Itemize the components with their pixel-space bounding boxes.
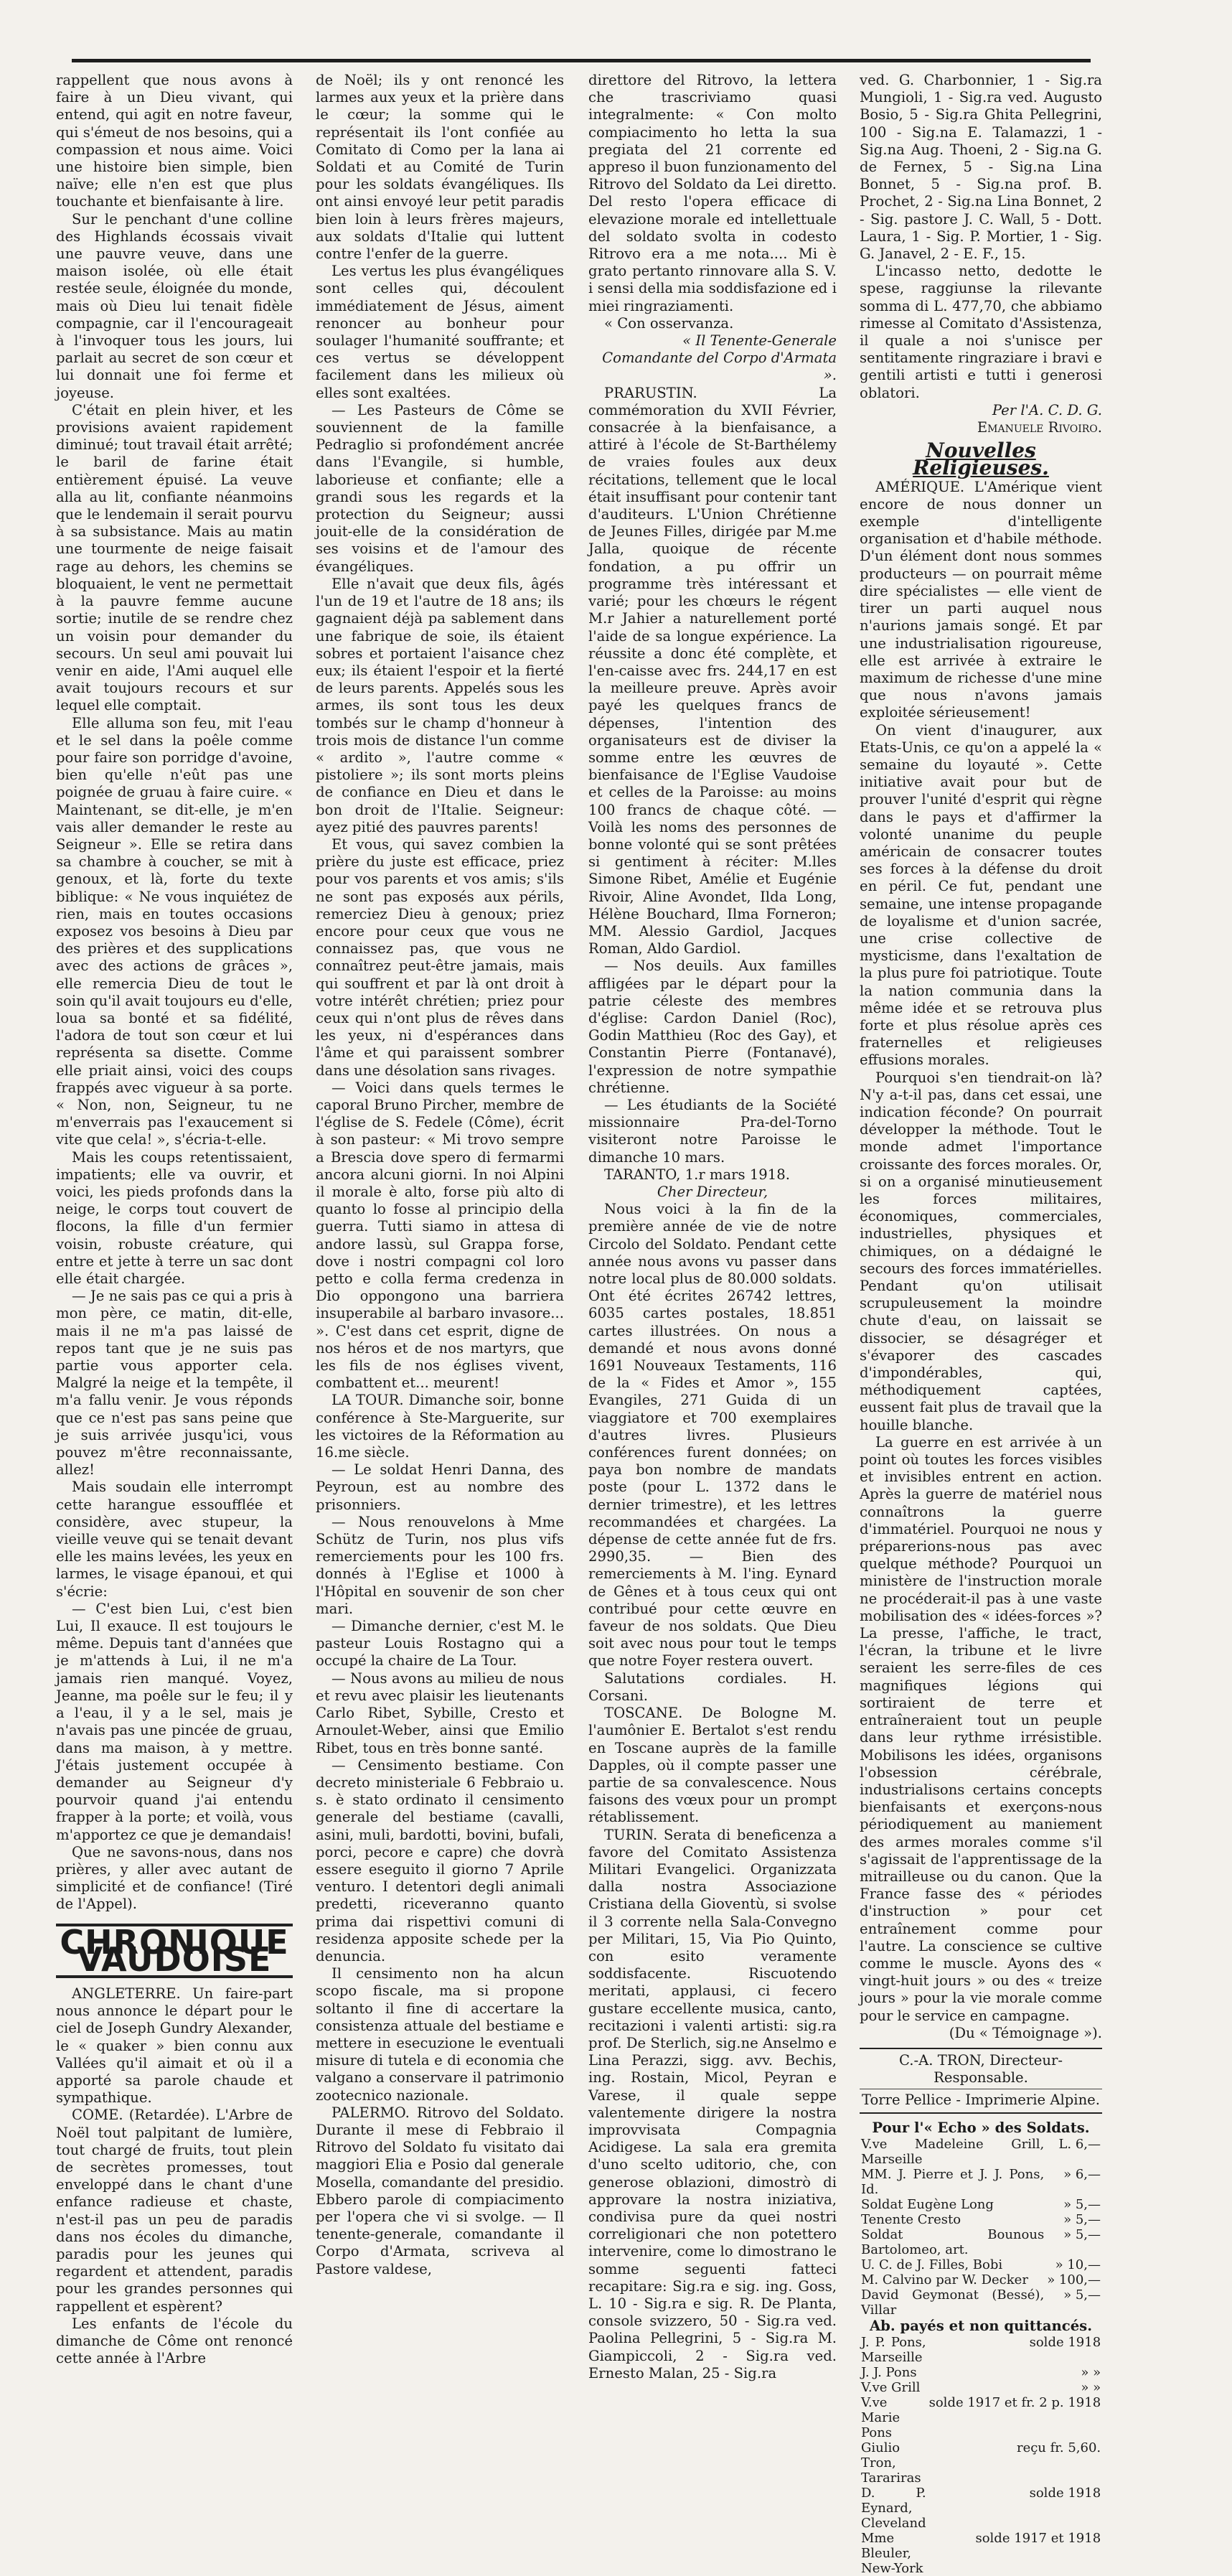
paragraph: Elle n'avait que deux fils, âgés l'un de 19 et l'autre de 18 ans; ils gagnaient déjà pa sablement dans une fabrique de soie, ils étaient sobres et portaient l'aisance chez eux; ils étaient l'espoir et la fierté de leurs parents. Appelés sous les armes, ils sont tous les deux tombés sur le champ d'honneur à trois mois de distance l'un comme « ardito », l'autre comme « pistoliere »; ils sont morts pleins de confiance en Dieu et dans le bon droit de l'Italie. Seigneur: ayez pitié des pauvres parents! (316, 575, 564, 835)
paragraph: Que ne savons-nous, dans nos prières, y aller avec autant de simplicité et de confiance! (Tiré de l'Appel). (56, 1843, 293, 1913)
paragraph: C'était en plein hiver, et les provisions avaient rapidement diminué; tout travail était arrêté; le baril de farine était entièrement épuisé. La veuve alla au lit, confiante néanmoins que le lendemain il serait pourvu à sa subsistance. Mais au matin une tourmente de neige faisait rage au dehors, les chemins se bloquaient, le vent ne permettait à la pauvre femme aucune sortie; inutile de se rendre chez un voisin pour demander du secours. Un seul ami pouvait lui venir en aide, l'Ami auquel elle avait toujours recours et sur lequel elle comptait. (56, 401, 293, 714)
row-name: J. J. Pons (861, 2364, 917, 2380)
table-row (860, 2197, 1102, 2212)
row-name: MM. J. Pierre et J. J. Pons, Id. (861, 2166, 1045, 2197)
top-rule (72, 59, 1091, 62)
row-name: Giulio Tron, Tarariras (861, 2440, 921, 2486)
row-name: J. P. Pons, Marseille (861, 2334, 926, 2365)
ab-table (860, 2335, 1102, 2576)
paragraph: ANGLETERRE. Un faire-part nous annonce le départ pour le ciel de Joseph Gundry Alexander, le « quaker » bien connu aux Vallées qu'il aimait et où il a apporté sa parole chaude et sympathique. (56, 1985, 293, 2107)
paragraph: de Noël; ils y ont renoncé les larmes aux yeux et la prière dans le cœur; la somme qui le représentait ils l'ont confiée au Comitato di Como per la lana ai Soldati et au Comité de Turin pour les soldats évangéliques. Ils ont ainsi envoyé leur petit paradis bien loin à leurs frères majeurs, aux soldats d'Italie qui luttent contre l'enfer de la guerre. (316, 72, 564, 263)
signature: « Il Tenente-Generale Comandante del Corpo d'Armata ». (602, 332, 837, 384)
dons-table (860, 2137, 1102, 2318)
paragraph: — Nos deuils. Aux familles affligées par le départ pour la patrie céleste des membres d'église: Cardon Daniel (Roc), Godin Matthieu (Roc des Gay), et Constantin Pierre (Fontanavé), l'expression de notre sympathie chrétienne. (588, 957, 837, 1096)
table-row (860, 2440, 1102, 2486)
row-amount: » 6,— (1063, 2166, 1101, 2182)
row-amount: L. 6,— (1058, 2136, 1101, 2152)
table-row (860, 2395, 1102, 2440)
paragraph: rappellent que nous avons à faire à un Dieu vivant, qui entend, qui agit en notre faveur, qui s'émeut de nos besoins, qui a compassion et nous aime. Voici une histoire bien simple, bien naïve; elle n'en est que plus touchante et bienfaisante à lire. (56, 72, 293, 210)
paragraph: — C'est bien Lui, c'est bien Lui, Il exauce. Il est toujours le même. Depuis tant d'années que je m'attends à Lui, il ne m'a jamais rien manqué. Voyez, Jeanne, ma poêle sur le feu; il y a l'eau, il y a le sel, mais je n'avais pas une pincée de gruau, dans ma maison, à y mettre. J'étais justement occupée à demander au Seigneur d'y pourvoir quand j'ai entendu frapper à la porte; et voilà, vous m'apportez ce que je demandais! (56, 1600, 293, 1843)
paragraph: COME. (Retardée). L'Arbre de Noël tout palpitant de lumière, tout chargé de fruits, tout plein de secrètes promesses, tout enveloppé dans le chant d'une enfance radieuse et chaste, n'est-il pas un peu de paradis dans nos écoles du dimanche, paradis pour les jeunes qui regardent et attendent, paradis pour les grandes personnes qui rappellent et espèrent? (56, 2107, 293, 2315)
row-amount: reçu fr. 5,60. (1016, 2440, 1101, 2455)
table-row (860, 2365, 1102, 2380)
paragraph: Mais soudain elle interrompt cette harangue essoufflée et considère, avec stupeur, la vieille veuve qui se tenait devant elle les mains levées, les yeux en larmes, le visage épanoui, et qui s'écrie: (56, 1479, 293, 1600)
paragraph: Et vous, qui savez combien la prière du juste est efficace, priez pour vos parents et vos amis; s'ils ne sont pas exposés aux périls, remerciez Dieu à genoux; priez encore pour ceux que vous ne connaissez pas, que vous ne connaîtrez peut-être jamais, mais qui souffrent et par là ont droit à votre intérêt chrétien; priez pour ceux qui n'ont plus de rêves dans les yeux, ni d'espérances dans l'âme et qui paraissent sombrer dans une désolation sans rivages. (316, 835, 564, 1079)
row-name: V.ve Marie Pons (861, 2394, 901, 2440)
table-row (860, 2287, 1102, 2318)
table-row (860, 2531, 1102, 2576)
paragraph: ved. G. Charbonnier, 1 - Sig.ra Mungioli, 1 - Sig.ra ved. Augusto Bosio, 5 - Sig.ra Ghita Pellegrini, 100 - Sig.na E. Talamazzi, 1 - Sig.na Aug. Thoeni, 2 - Sig.na G. de Fernex, 5 - Sig.na Lina Bonnet, 5 - Sig.na prof. B. Prochet, 2 - Sig.na Lina Bonnet, 2 - Sig. pastore J. C. Wall, 5 - Dott. Laura, 1 - Sig. P. Mortier, 1 - Sig. G. Janavel, 2 - E. F., 15. (860, 72, 1102, 263)
paragraph: Elle alluma son feu, mit l'eau et le sel dans la poêle comme pour faire son porridge d'avoine, bien qu'elle n'eût pas une poignée de gruau à faire cuire. « Maintenant, se dit-elle, je m'en vais aller demander le reste au Seigneur ». Elle se retira dans sa chambre à coucher, se mit à genoux, et là, forte du texte biblique: « Ne vous inquiétez de rien, mais en toutes occasions exposez vos besoins à Dieu par des prières et des supplications avec des actions de grâces », elle remercia Dieu de tout le soin qu'il avait toujours eu d'elle, loua sa bonté et sa fidélité, l'adora de tout son cœur et lui représenta sa disette. Comme elle priait ainsi, voici des coups frappés avec vigueur à sa porte. « Non, non, Seigneur, tu ne m'enverrais pas l'exaucement si vite que cela! », s'écria-t-elle. (56, 714, 293, 1148)
salutation: Cher Directeur, (657, 1184, 768, 1200)
signature: Emanuele Rivoiro. (977, 419, 1102, 436)
row-name: Mme Bleuler, New-York (861, 2530, 923, 2576)
column-4 (860, 72, 1102, 2576)
signature: Per l'A. C. D. G. (992, 401, 1102, 418)
row-amount: solde 1918 (1029, 2334, 1101, 2350)
table-row (860, 2212, 1102, 2227)
row-amount: » » (1081, 2379, 1101, 2395)
row-amount: » 100,— (1047, 2272, 1101, 2287)
paragraph: Mais les coups retentissaient, impatients; elle va ouvrir, et voici, les pieds profonds dans la neige, le corps tout couvert de flocons, la fille d'un fermier voisin, robuste créature, qui entre et jette à terre un sac dont elle était chargée. (56, 1148, 293, 1288)
paragraph: On vient d'inaugurer, aux Etats-Unis, ce qu'on a appelé la « semaine du loyauté ». Cette initiative avait pour but de prouver l'unité d'esprit qui règne dans le pays et d'affirmer la volonté unanime du peuple américain de consacrer toutes ses forces à la défense du droit en péril. Ce fut, pendant une semaine, une intense propagande de loyalisme et d'union sacrée, une crise collective de mysticisme, dans l'exaltation de la plus pure foi patriotique. Toute la nation communia dans la même idée et se retrouva plus forte et plus résolue après ces fraternelles et religieuses effusions morales. (860, 721, 1102, 1069)
paragraph: Nous voici à la fin de la première année de vie de notre Circolo del Soldato. Pendant cette année nous avons vu passer dans notre local plus de 80.000 soldats. Ont été écrites 26742 lettres, 6035 cartes postales, 18.851 cartes illustrées. On nous a demandé et nous avons donné 1691 Nouveaux Testaments, 116 de la « Fides et Amor », 155 Evangiles, 271 Guida di un viaggiatore et 700 exemplaires d'autres livres. Plusieurs conférences furent données; on paya bon nombre de mandats poste (pour L. 1372 dans le dernier trimestre), et les lettres recommandées et chargées. La dépense de cette année fut de frs. 2990,35. — Bien des remerciements à M. l'ing. Eynard de Gênes et à tous ceux qui ont contribué pour cette œuvre en faveur de nos soldats. Que Dieu soit avec nous pour tout le temps que notre Foyer restera ouvert. (588, 1201, 837, 1669)
paragraph: TARANTO, 1.r mars 1918. (604, 1166, 790, 1183)
paragraph: Salutations cordiales. H. Corsani. (588, 1669, 837, 1704)
column-1 (56, 72, 293, 2367)
paragraph: — Je ne sais pas ce qui a pris à mon père, ce matin, dit-elle, mais il ne m'a pas laissé de repos tant que je ne suis pas partie vous apporter cela. Malgré la neige et la tempête, il m'a fallu venir. Je vous réponds que ce n'est pas sans peine que je suis arrivée jusqu'ici, vous pouvez m'être reconnaissante, allez! (56, 1288, 293, 1479)
table-row (860, 2257, 1102, 2272)
table-row (860, 2137, 1102, 2167)
paragraph: Les vertus les plus évangéliques sont celles qui, découlent immédiatement de Jésus, aiment renoncer au bonheur pour soulager l'humanité souffrante; et ces vertus se développent facilement dans les milieux où elles sont exaltées. (316, 263, 564, 401)
paragraph: Les enfants de l'école du dimanche de Côme ont renoncé cette année à l'Arbre (56, 2315, 293, 2367)
paragraph: La guerre en est arrivée à un point où toutes les forces visibles et invisibles entrent en action. Après la guerre de matériel nous connaîtrons la guerre d'immatériel. Pourquoi ne nous y préparerions-nous pas avec quelque méthode? Pourquoi un ministère de l'instruction morale ne procéderait-il pas à une vaste mobilisation des « idées-forces »? La presse, l'affiche, le tract, l'écran, la tribune et le livre seraient les serre-files de ces magnifiques légions qui sortiraient de terre et entraîneraient tout un peuple dans leur rythme irrésistible. Mobilisons les idées, organisons l'obsession cérébrale, industrialisons certains concepts bienfaisants et exerçons-nous périodiquement au maniement des armes morales comme s'il s'agissait de l'apprentissage de la mitrailleuse ou du canon. Que la France fasse des « périodes d'instruction » pour cet entraînement comme pour l'autre. La conscience se cultive comme le muscle. Ayons des « vingt-huit jours » ou des « treize jours » pour la vie morale comme pour le service en campagne. (860, 1433, 1102, 2024)
row-name: V.ve Madeleine Grill, Marseille (861, 2136, 1045, 2167)
row-name: M. Calvino par W. Decker (861, 2272, 1028, 2287)
paragraph: — Nous renouvelons à Mme Schütz de Turin, nos plus vifs remerciements pour les 100 frs. donnés à l'Eglise et 1000 à l'Hôpital en souvenir de son cher mari. (316, 1513, 564, 1617)
paragraph: — Les Pasteurs de Côme se souviennent de la famille Pedraglio si profondément ancrée dans l'Evangile, si humble, laborieuse et confiante; elle a grandi sous les regards et la protection du Seigneur; aussi jouit-elle de la considération de ses voisins et de l'amour des évangéliques. (316, 401, 564, 575)
row-amount: » 5,— (1063, 2287, 1101, 2303)
row-name: Soldat Bounous Bartolomeo, art. (861, 2226, 1045, 2257)
paragraph: direttore del Ritrovo, la lettera che trascriviamo quasi integralmente: « Con molto compiacimento ho letta la sua pregiata del 21 corrente ed appreso il buon funzionamento del Ritrovo del Soldato da Lei diretto. Del resto l'opera efficace di elevazione morale ed intellettuale del soldato svolta in codesto Ritrovo era a me nota.... Mi è grato pertanto rinnovare alla S. V. i sensi della mia soddisfazione ed i miei ringraziamenti. (588, 72, 837, 314)
row-name: U. C. de J. Filles, Bobi (861, 2257, 1003, 2272)
row-amount: » 5,— (1063, 2196, 1101, 2212)
paragraph: — Dimanche dernier, c'est M. le pasteur Louis Rostagno qui a occupé la chaire de La Tour. (316, 1618, 564, 1669)
row-amount: » 5,— (1063, 2211, 1101, 2227)
paragraph: PRARUSTIN. La commémoration du XVII Février, consacrée à la bienfaisance, a attiré à l'école de St-Barthélemy de vraies foules aux deux récitations, tellement que le local était insuffisant pour contenir tant d'auditeurs. L'Union Chrétienne de Jeunes Filles, dirigée par M.me Jalla, quoique de récente fondation, a pu offrir un programme très intéressant et varié; pour les chœurs le régent M.r Jahier a naturellement porté l'aide de sa longue expérience. La réussite a donc été complète, et l'en-caisse avec frs. 244,17 en est la meilleure preuve. Après avoir payé les quelques francs de dépenses, l'intention des organisateurs est de diviser la somme entre les œuvres de bienfaisance de l'Eglise Vaudoise et celles de la Paroisse: au moins 100 francs de chaque côté. — Voilà les noms des personnes de bonne volonté qui se sont prêtées si gentiment à réciter: M.lles Simone Ribet, Amélie et Eugénie Rivoir, Aline Avondet, Ilda Long, Hélène Bouchard, Ilma Forneron; MM. Alessio Gardiol, Jacques Roman, Aldo Gardiol. (588, 384, 837, 957)
row-amount: » 10,— (1055, 2257, 1101, 2272)
section-title-chronique: CHRONIQUE VAUDOISE (56, 1924, 293, 1978)
paragraph: AMÉRIQUE. L'Amérique vient encore de nous donner un exemple d'intelligente organisation et d'habile méthode. D'un élément dont nous sommes producteurs — on pourrait même dire spécialistes — elle vient de tirer un parti auquel nous n'aurions jamais songé. Et par une industrialisation rigoureuse, elle est arrivée à extraire le maximum de richesse d'une mine que nous n'avons jamais exploitée sérieusement! (860, 478, 1102, 721)
source: (Du « Témoignage »). (949, 2024, 1102, 2041)
row-amount: solde 1918 (1029, 2485, 1101, 2501)
paragraph: L'incasso netto, dedotte le spese, raggiunse la rilevante somma di L. 477,70, che abbiamo rimesse al Comitato d'Assistenza, il quale a noi s'unisce per sentitamente ringraziare i bravi e gentili artisti e tutti i generosi oblatori. (860, 263, 1102, 401)
director-line: C.-A. TRON, Directeur-Responsable. (899, 2051, 1063, 2086)
row-name: Soldat Eugène Long (861, 2196, 994, 2212)
row-name: D. P. Eynard, Cleveland (861, 2485, 926, 2531)
dons-title: Pour l'« Echo » des Soldats. (872, 2119, 1090, 2136)
paragraph: — Les étudiants de la Société missionnaire Pra-del-Torno visiteront notre Paroisse le dimanche 10 mars. (588, 1096, 837, 1166)
imprint (860, 2048, 1102, 2114)
table-row (860, 2380, 1102, 2395)
paragraph: TURIN. Serata di beneficenza a favore del Comitato Assistenza Militari Evangelici. Organizzata dalla nostra Associazione Cristiana della Gioventù, si svolse il 3 corrente nella Sala-Convegno per Militari, 15, Via Pio Quinto, con esito veramente soddisfacente. Riscuotendo meritati, applausi, ci fecero gustare eccellente musica, canto, recitazioni i valenti artisti: sig.ra prof. De Sterlich, sig.ne Anselmo e Lina Perazzi, sigg. avv. Bechis, ing. Rostain, Micol, Peyran e Varese, il quale seppe valentemente dirigere la nostra improvvisata Compagnia Acidigese. La sala era gremita d'uno scelto uditorio, che, con generose oblazioni, dimostrò di approvare la nostra iniziativa, condivisa pure da quei nostri correligionari che non potettero intervenire, come lo dimostrano le somme seguenti fatteci recapitare: Sig.ra e sig. ing. Goss, L. 10 - Sig.ra e sig. R. De Planta, console svizzero, 50 - Sig.ra ved. Paolina Pellegrini, 5 - Sig.ra M. Giampiccoli, 2 - Sig.ra ved. Ernesto Malan, 25 - Sig.ra (588, 1826, 837, 2381)
paragraph: — Voici dans quels termes le caporal Bruno Pircher, membre de l'église de S. Fedele (Côme), écrit à son pasteur: « Mi trovo sempre a Brescia dove spero di fermarmi ancora alcuni giorni. In noi Alpini il morale è alto, forse più alto di quanto lo fosse al principio della guerra. Tutti siamo in attesa di andore lassù, sul Grappa forse, dove i nostri compagni col loro petto e colla ferma credenza in Dio oppongono una barriera insuperabile al barbaro invasore... ». C'est dans cet esprit, digne de nos héros et de nos martyrs, que les fils de nos églises vivent, combattent et... meurent! (316, 1079, 564, 1392)
table-row (860, 2272, 1102, 2287)
table-row (860, 2227, 1102, 2257)
printer-line: Torre Pellice - Imprimerie Alpine. (860, 2089, 1102, 2109)
row-amount: solde 1917 et fr. 2 p. 1918 (928, 2394, 1101, 2410)
paragraph: Sur le penchant d'une colline des Highlands écossais vivait une pauvre veuve, dans une maison isolée, où elle était restée seule, éloignée du monde, mais où Dieu lui tenait fidèle compagnie, car il l'encourageait à l'invoquer tous les jours, lui parlait au secret de son cœur et lui donnait une foi ferme et joyeuse. (56, 210, 293, 401)
paragraph: Il censimento non ha alcun scopo fiscale, ma si propone soltanto il fine di accertare la consistenza attuale del bestiame e mettere in esecuzione le eventuali misure di tutela e di economia che valgano a conservare il patrimonio zootecnico nazionale. (316, 1965, 564, 2104)
paragraph: TOSCANE. De Bologne M. l'aumônier E. Bertalot s'est rendu en Toscane auprès de la famille Dapples, où il compte passer une partie de sa convalescence. Nous faisons des vœux pour un prompt rétablissement. (588, 1705, 837, 1826)
column-2 (316, 72, 564, 2277)
paragraph: — Le soldat Henri Danna, des Peyroun, est au nombre des prisonniers. (316, 1461, 564, 1513)
table-row (860, 2335, 1102, 2365)
paragraph: LA TOUR. Dimanche soir, bonne conférence à Ste-Marguerite, sur les victoires de la Réformation au 16.me siècle. (316, 1392, 564, 1461)
paragraph: — Censimento bestiame. Con decreto ministeriale 6 Febbraio u. s. è stato ordinato il censimento generale del bestiame (cavalli, asini, muli, bardotti, bovini, bufali, porci, pecore e capre) che dovrà essere eseguito il giorno 7 Aprile venturo. I detentori degli animali predetti, riceveranno quanto prima dai rispettivi comuni di residenza apposite schede per la denuncia. (316, 1756, 564, 1964)
row-name: V.ve Grill (861, 2379, 921, 2395)
paragraph: Pourquoi s'en tiendrait-on là? N'y a-t-il pas, dans cet essai, une indication féconde? On pourrait développer la méthode. Tout le monde admet l'importance croissante des forces morales. Or, si on a organisé minutieusement les forces militaires, économiques, commerciales, industrielles, physiques et chimiques, on a dédaigné le secours des forces immatérielles. Pendant qu'on utilisait scrupuleusement la moindre chute d'eau, on laissait se dissocier, se désagréger et s'évaporer des cascades d'impondérables, qui, méthodiquement captées, eussent fait plus de travail que la houille blanche. (860, 1069, 1102, 1433)
section-title-nouvelles: Nouvelles Religieuses. (913, 439, 1049, 480)
table-row (860, 2167, 1102, 2197)
paragraph: PALERMO. Ritrovo del Soldato. Durante il mese di Febbraio il Ritrovo del Soldato fu visitato dai maggiori Elia e Posio dal generale Mosella, comandante del presidio. Ebbero parole di compiacimento per l'opera che vi si svolge. — Il tenente-generale, comandante il Corpo d'Armata, scriveva al Pastore valdese, (316, 2104, 564, 2277)
table-row (860, 2486, 1102, 2531)
paragraph: — Nous avons au milieu de nous et revu avec plaisir les lieutenants Carlo Ribet, Sybille, Cresto et Arnoulet-Weber, ainsi que Emilio Ribet, tous en très bonne santé. (316, 1669, 564, 1756)
column-3 (588, 72, 837, 2381)
row-name: Tenente Cresto (861, 2211, 961, 2227)
paragraph: « Con osservanza. (604, 314, 734, 332)
row-amount: solde 1917 et 1918 (975, 2530, 1101, 2546)
row-name: David Geymonat (Bessé), Villar (861, 2287, 1045, 2318)
row-amount: » 5,— (1063, 2226, 1101, 2242)
ab-title: Ab. payés et non quittancés. (869, 2317, 1093, 2334)
row-amount: » » (1081, 2364, 1101, 2380)
